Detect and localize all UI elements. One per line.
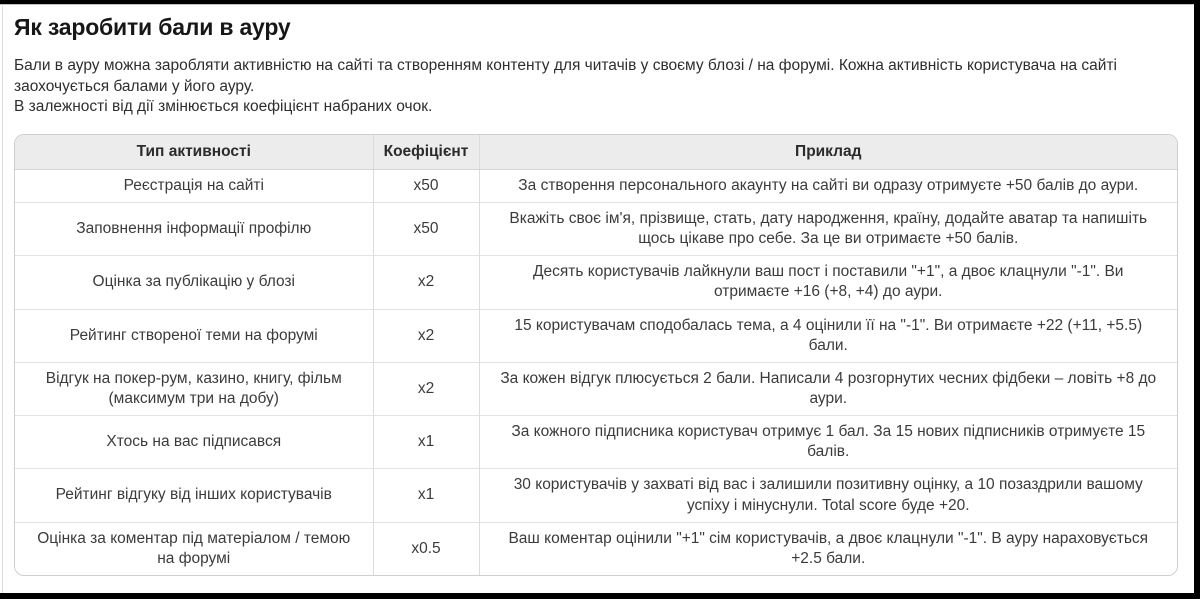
letterbox-bottom: [0, 593, 1200, 599]
coefficient-cell: x50: [373, 169, 479, 202]
coefficient-cell: x1: [373, 469, 479, 522]
intro-text: [14, 56, 1178, 116]
coefficient-cell: x2: [373, 256, 479, 309]
activity-cell: Відгук на покер-рум, казино, книгу, фільм (максимум три на добу): [15, 362, 373, 415]
activity-cell: Реєстрація на сайті: [123, 176, 264, 194]
example-cell: Вкажіть своє ім'я, прізвище, стать, дату народження, країну, додайте аватар та напишіть щось цікаве про себе. За це ви отримаєте +50 балів.: [479, 203, 1177, 256]
table-row: [15, 522, 1177, 575]
example-cell: За кожен відгук плюсується 2 бали. Написали 4 розгорнутих чесних фідбеки – ловіть +8 до аури.: [479, 362, 1177, 415]
table-header-row: [15, 135, 1177, 170]
page-title: Як заробити бали в ауру: [14, 14, 291, 40]
example-cell: 15 користувачам сподобалась тема, а 4 оцінили її на "-1". Ви отримаєте +22 (+11, +5.5) бали.: [479, 309, 1177, 362]
coefficient-cell: x2: [373, 309, 479, 362]
table-row: [15, 416, 1177, 469]
coefficient-cell: x2: [373, 362, 479, 415]
activity-cell: Рейтинг створеної теми на форумі: [15, 309, 373, 362]
column-header-example: Приклад: [479, 135, 1177, 170]
table-row: [15, 203, 1177, 256]
example-cell: За кожного підписника користувач отримує 1 бал. За 15 нових підписників отримуєте 15 балів.: [479, 416, 1177, 469]
letterbox-right: [1194, 0, 1200, 599]
activity-cell: Оцінка за коментар під матеріалом / темою на форумі: [15, 522, 373, 575]
table-row: [15, 309, 1177, 362]
coefficient-cell: x0.5: [373, 522, 479, 575]
coefficient-cell: x1: [373, 416, 479, 469]
example-cell: Десять користувачів лайкнули ваш пост і поставили "+1", а двоє клацнули "-1". Ви отримаєте +16 (+8, +4) до аури.: [479, 256, 1177, 309]
table-row: [15, 256, 1177, 309]
example-cell: 30 користувачів у захваті від вас і залишили позитивну оцінку, а 10 позаздрили вашому успіху і мінуснули. Total score буде +20.: [479, 469, 1177, 522]
page-left-edge: [2, 6, 3, 593]
activity-cell: Рейтинг відгуку від інших користувачів: [15, 469, 373, 522]
column-header-coefficient: Коефіцієнт: [373, 135, 479, 170]
intro-line-2: В залежності від дії змінюється коефіцієнт набраних очок.: [14, 97, 433, 115]
table-row: [15, 362, 1177, 415]
coefficient-cell: x50: [373, 203, 479, 256]
table-row: [15, 469, 1177, 522]
column-header-activity-type: Тип активності: [15, 135, 373, 170]
activity-cell: Оцінка за публікацію у блозі: [15, 256, 373, 309]
example-cell: Ваш коментар оцінили "+1" сім користувачів, а двоє клацнули "-1". В ауру нараховується +2.5 бали.: [479, 522, 1177, 575]
activity-points-table: [14, 134, 1178, 576]
activity-cell: Заповнення інформації профілю: [15, 203, 373, 256]
example-cell: За створення персонального акаунту на сайті ви одразу отримуєте +50 балів до аури.: [479, 169, 1177, 202]
intro-line-1: Бали в ауру можна заробляти активністю на сайті та створенням контенту для читачів у своєму блозі / на форумі. Кожна активність користувача на сайті заохочується балами у його ауру.: [14, 57, 1117, 95]
letterbox-top: [0, 0, 1200, 5]
activity-cell: Хтось на вас підписався: [15, 416, 373, 469]
table-row: [15, 169, 1177, 202]
